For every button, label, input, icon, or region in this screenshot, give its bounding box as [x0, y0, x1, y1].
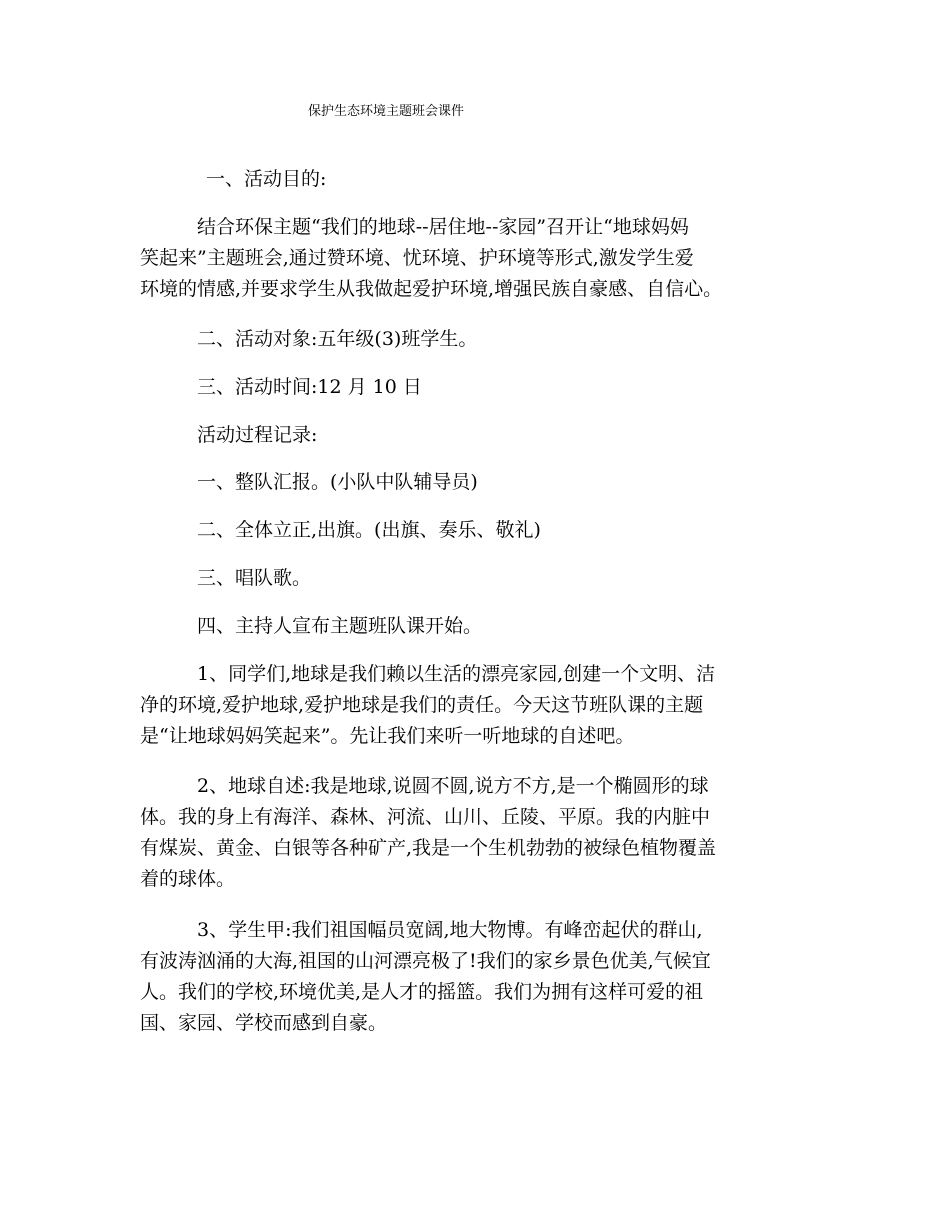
- text-line: 三、活动时间:12 月 10 日: [197, 376, 422, 398]
- text-line: 国、家园、学校而感到自豪。: [140, 1012, 388, 1034]
- text-line: 体。我的身上有海洋、森林、河流、山川、丘陵、平原。我的内脏中: [140, 806, 711, 828]
- paragraph-time: [140, 372, 820, 403]
- paragraph-purpose: [140, 212, 820, 305]
- text-line: 人。我们的学校,环境优美,是人才的摇篮。我们为拥有这样可爱的祖: [140, 981, 704, 1003]
- paragraph-item3: [140, 915, 820, 1039]
- paragraph-step3: [140, 563, 820, 594]
- heading-purpose-text: 一、活动目的:: [206, 168, 327, 190]
- text-line: 3、学生甲:我们祖国幅员宽阔,地大物博。有峰峦起伏的群山,: [197, 919, 703, 941]
- text-line: 着的球体。: [140, 868, 236, 890]
- paragraph-item2: [140, 771, 820, 895]
- text-line: 三、唱队歌。: [197, 567, 312, 589]
- text-line: 环境的情感,并要求学生从我做起爱护环境,增强民族自豪感、自信心。: [140, 278, 723, 300]
- text-line: 四、主持人宣布主题班队课开始。: [197, 615, 483, 637]
- paragraph-step4: [140, 611, 820, 642]
- text-line: 净的环境,爱护地球,爱护地球是我们的责任。今天这节班队课的主题: [140, 694, 704, 716]
- text-line: 2、地球自述:我是地球,说圆不圆,说方不方,是一个椭圆形的球: [197, 775, 709, 797]
- paragraph-step1: [140, 467, 820, 498]
- text-line: 有波涛汹涌的大海,祖国的山河漂亮极了!我们的家乡景色优美,气候宜: [140, 950, 711, 972]
- text-line: 有煤炭、黄金、白银等各种矿产,我是一个生机勃勃的被绿色植物覆盖: [140, 837, 717, 859]
- text-line: 二、全体立正,出旗。(出旗、奏乐、敬礼): [197, 519, 541, 541]
- paragraph-process-heading: [140, 420, 820, 451]
- text-line: 结合环保主题“我们的地球--居住地--家园”召开让“地球妈妈: [197, 216, 689, 238]
- paragraph-step2: [140, 515, 820, 546]
- paragraph-item1: [140, 659, 820, 752]
- heading-purpose: [140, 164, 820, 195]
- text-line: 活动过程记录:: [197, 424, 318, 446]
- document-title: 保护生态环境主题班会课件: [308, 104, 465, 119]
- text-line: 笑起来”主题班会,通过赞环境、忧环境、护环境等形式,激发学生爱: [140, 247, 694, 269]
- text-line: 二、活动对象:五年级(3)班学生。: [197, 328, 478, 350]
- text-line: 是“让地球妈妈笑起来”。先让我们来听一听地球的自述吧。: [140, 725, 635, 747]
- paragraph-target: [140, 324, 820, 355]
- text-line: 1、同学们,地球是我们赖以生活的漂亮家园,创建一个文明、洁: [197, 663, 716, 685]
- text-line: 一、整队汇报。(小队中队辅导员): [197, 471, 478, 493]
